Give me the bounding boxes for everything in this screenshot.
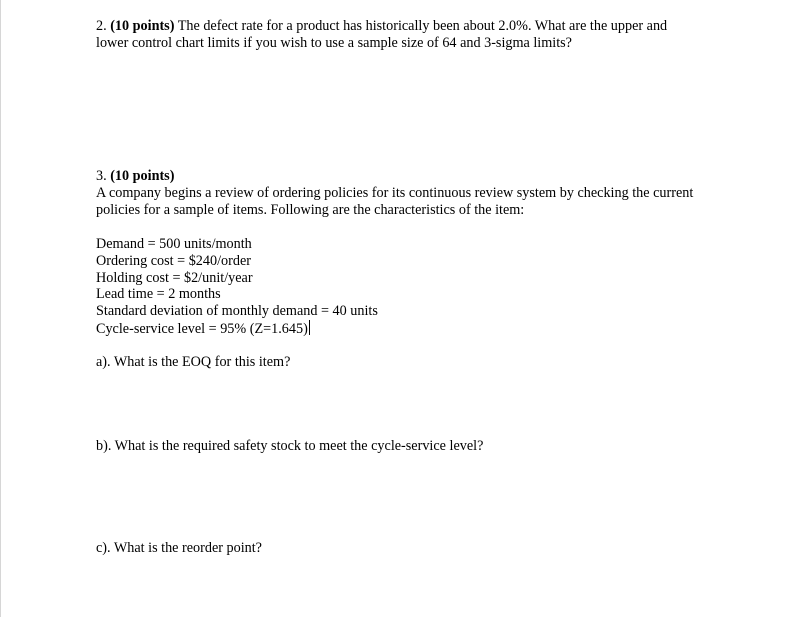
question-2 [96,18,756,52]
question-3-title [96,168,756,185]
part-b [96,438,756,455]
characteristic-lead-time: Lead time = 2 months [96,286,221,303]
part-c-question: c). What is the reorder point? [96,540,262,556]
text-cursor [309,320,310,335]
item-characteristics [96,236,756,338]
question-3-intro-1: A company begins a review of ordering policies for its continuous review system by checking the current [96,185,694,201]
part-c [96,540,756,557]
part-a [96,354,756,371]
question-3-number: 3. [96,168,107,184]
question-2-text-2: lower control chart limits if you wish to use a sample size of 64 and 3-sigma limits? [96,35,572,51]
question-3-points: (10 points) [110,168,175,184]
characteristic-holding-cost: Holding cost = $2/unit/year [96,269,253,286]
question-2-number: 2. [96,18,107,34]
part-a-question: a). What is the EOQ for this item? [96,354,291,370]
question-2-text-1: The defect rate for a product has historically been about 2.0%. What are the upper and [177,18,668,34]
question-3-intro-2: policies for a sample of items. Following are the characteristics of the item: [96,202,525,218]
characteristic-cycle-service-level [96,320,756,338]
part-b-question: b). What is the required safety stock to meet the cycle-service level? [96,438,484,454]
cycle-service-level-text: Cycle-service level = 95% (Z=1.645) [96,320,308,337]
characteristic-ordering-cost: Ordering cost = $240/order [96,252,251,269]
characteristic-demand-std-dev: Standard deviation of monthly demand = 40 units [96,303,378,320]
page-left-border [0,0,1,617]
question-2-points: (10 points) [110,18,175,34]
question-2-line-1 [96,18,756,35]
question-3-header [96,168,756,219]
characteristic-demand: Demand = 500 units/month [96,236,252,252]
